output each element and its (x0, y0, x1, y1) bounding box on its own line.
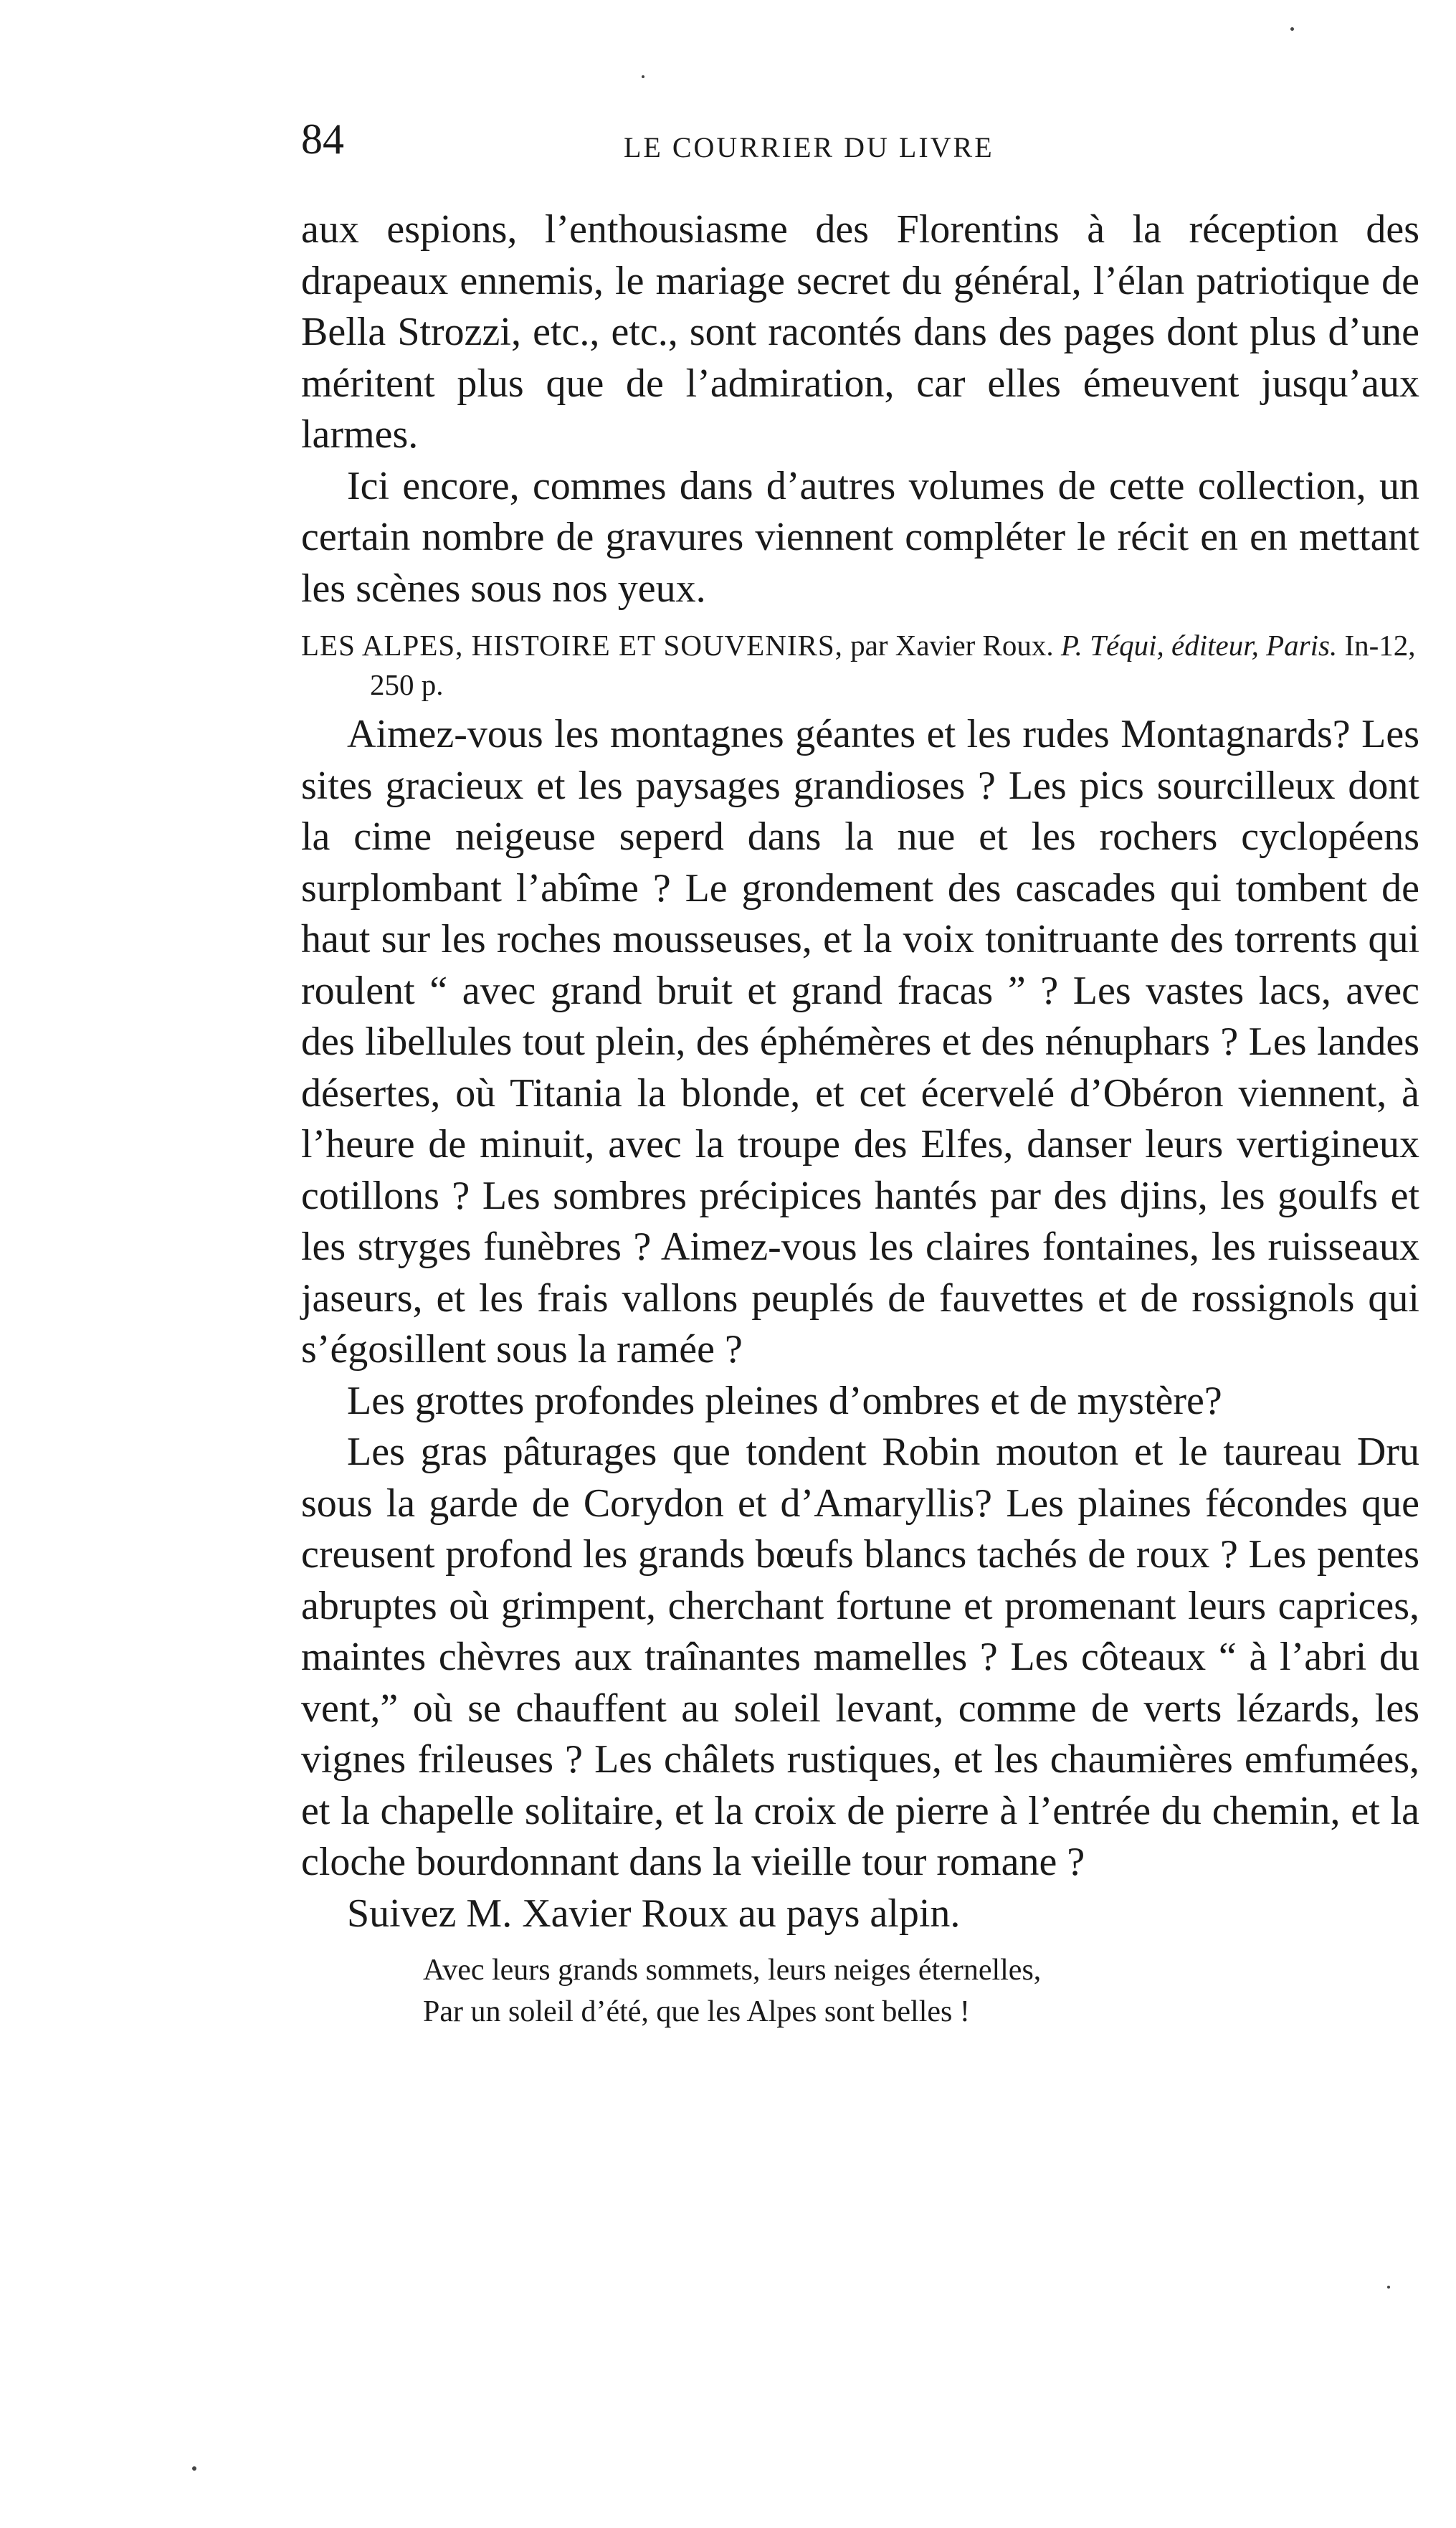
review-heading (301, 626, 1419, 705)
page-body (301, 204, 1419, 2033)
scan-speck (192, 2466, 196, 2471)
scan-speck (642, 75, 644, 78)
review-paragraph: Les grottes profondes pleines d’ombres et de mystère? (347, 1378, 1222, 1423)
verse-line: Par un soleil d’été, que les Alpes sont belles ! (423, 1995, 970, 2028)
scan-speck (1387, 2286, 1390, 2289)
review-author: par Xavier Roux. (850, 629, 1054, 662)
review-paragraph: Aimez-vous les montagnes géantes et les rudes Montagnards? Les sites gracieux et les paysages grandioses ? Les pics sourcilleux dont la cime neigeuse seperd dans la nue et les rochers cyclopéens surplombant l’abîme ? Le grondement des cascades qui tombent de haut sur les roches mousseuses, et la voix tonitruante des torrents qui roulent “ avec grand bruit et grand fracas ” ? Les vastes lacs, avec des libellules tout plein, des éphémères et des nénuphars ? Les landes désertes, où Titania la blonde, et cet écervelé d’Obéron viennent, à l’heure de minuit, avec la troupe des Elfes, danser leurs vertigineux cotillons ? Les sombres précipices hantés par des djins, les goulfs et les stryges funèbres ? Aimez-vous les claires fontaines, les ruisseaux jaseurs, et les frais vallons peuplés de fauvettes et de rossignols qui s’égosillent sous la ramée ? (301, 712, 1419, 1372)
review-paragraph: Suivez M. Xavier Roux au pays alpin. (347, 1891, 961, 1936)
paragraph: Ici encore, commes dans d’autres volumes de cette collection, un certain nombre de gravures viennent compléter le récit en en mettant les scènes sous nos yeux. (301, 463, 1419, 611)
review-title: LES ALPES, HISTOIRE ET SOUVENIRS, (301, 629, 843, 662)
review-paragraph: Les gras pâturages que tondent Robin mouton et le taureau Dru sous la garde de Corydon et d’Amaryllis? Les plaines fécondes que creusent profond les grands bœufs blancs tachés de roux ? Les pentes abruptes où grimpent, cherchant fortune et promenant leurs caprices, maintes chèvres aux traînantes mamelles ? Les côteaux “ à l’abri du vent,” où se chauffent au soleil levant, comme de verts lézards, les vignes frileuses ? Les châlets rustiques, et les chaumières emfumées, et la chapelle solitaire, et la croix de pierre à l’entrée du chemin, et la cloche bourdonnant dans la vieille tour romane ? (301, 1430, 1419, 1884)
paragraph-continued: aux espions, l’enthousiasme des Florentins à la réception des drapeaux ennemis, le mariage secret du général, l’élan patriotique de Bella Strozzi, etc., etc., sont racontés dans des pages dont plus d’une méritent plus que de l’admiration, car elles émeuvent jusqu’aux larmes. (301, 207, 1419, 457)
page-number: 84 (301, 115, 344, 163)
verse-line: Avec leurs grands sommets, leurs neiges éternelles, (423, 1954, 1042, 1987)
page-header (301, 115, 1118, 179)
scan-speck (1290, 27, 1294, 31)
verse-quote (423, 1949, 1419, 2033)
review-format: In-12, 250 p. (370, 629, 1416, 701)
review-publisher: P. Téqui, éditeur, Paris. (1060, 629, 1338, 662)
running-title: LE COURRIER DU LIVRE (624, 131, 994, 163)
